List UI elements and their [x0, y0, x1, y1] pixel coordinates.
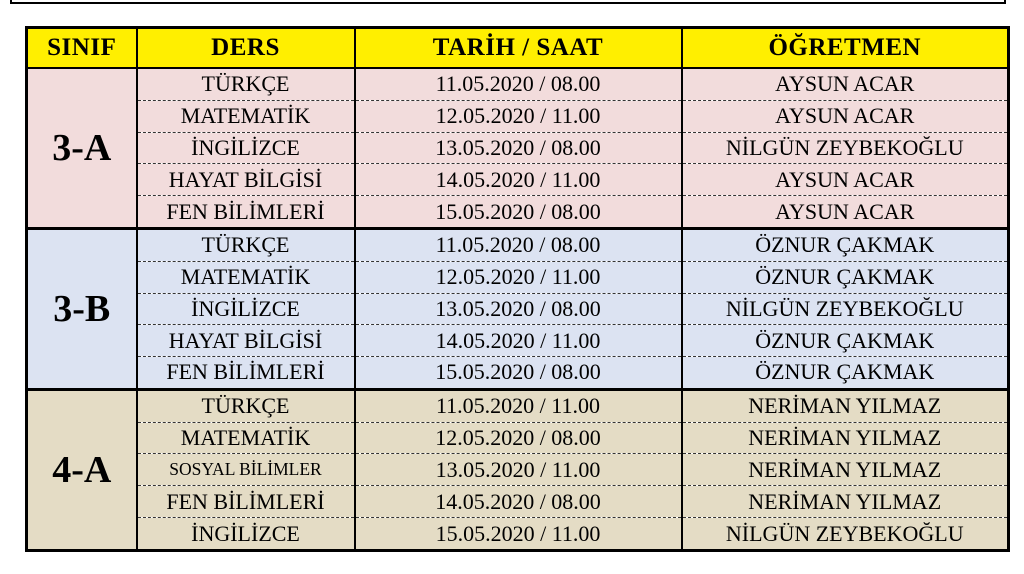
teacher-cell: NİLGÜN ZEYBEKOĞLU: [682, 293, 1009, 325]
teacher-cell: NERİMAN YILMAZ: [682, 454, 1009, 486]
header-ogretmen: ÖĞRETMEN: [682, 28, 1009, 69]
subject-cell: FEN BİLİMLERİ: [137, 486, 355, 518]
teacher-cell: NERİMAN YILMAZ: [682, 422, 1009, 454]
date-time-cell: 13.05.2020 / 08.00: [355, 132, 682, 164]
table-row: [27, 293, 1009, 325]
subject-cell: TÜRKÇE: [137, 68, 355, 100]
table-row: [27, 518, 1009, 551]
table-row: [27, 325, 1009, 357]
date-time-cell: 13.05.2020 / 11.00: [355, 454, 682, 486]
date-time-cell: 14.05.2020 / 08.00: [355, 486, 682, 518]
subject-cell: HAYAT BİLGİSİ: [137, 164, 355, 196]
date-time-cell: 11.05.2020 / 08.00: [355, 68, 682, 100]
subject-cell: MATEMATİK: [137, 100, 355, 132]
subject-cell: MATEMATİK: [137, 422, 355, 454]
header-tarih-saat: TARİH / SAAT: [355, 28, 682, 69]
date-time-cell: 13.05.2020 / 08.00: [355, 293, 682, 325]
teacher-cell: AYSUN ACAR: [682, 68, 1009, 100]
subject-cell: HAYAT BİLGİSİ: [137, 325, 355, 357]
teacher-cell: ÖZNUR ÇAKMAK: [682, 357, 1009, 390]
class-name-cell: 3-B: [27, 228, 137, 389]
teacher-cell: ÖZNUR ÇAKMAK: [682, 261, 1009, 293]
subject-cell: TÜRKÇE: [137, 389, 355, 422]
subject-cell: MATEMATİK: [137, 261, 355, 293]
exam-schedule-table: [25, 26, 1010, 552]
table-row: [27, 228, 1009, 261]
header-ders: DERS: [137, 28, 355, 69]
class-name-cell: 3-A: [27, 68, 137, 228]
class-name-cell: 4-A: [27, 389, 137, 550]
table-row: [27, 454, 1009, 486]
table-row: [27, 261, 1009, 293]
date-time-cell: 14.05.2020 / 11.00: [355, 164, 682, 196]
date-time-cell: 12.05.2020 / 11.00: [355, 261, 682, 293]
teacher-cell: NİLGÜN ZEYBEKOĞLU: [682, 132, 1009, 164]
teacher-cell: AYSUN ACAR: [682, 164, 1009, 196]
teacher-cell: ÖZNUR ÇAKMAK: [682, 228, 1009, 261]
table-row: [27, 196, 1009, 229]
subject-cell: İNGİLİZCE: [137, 132, 355, 164]
table-row: [27, 422, 1009, 454]
date-time-cell: 15.05.2020 / 11.00: [355, 518, 682, 551]
table-row: [27, 164, 1009, 196]
schedule-body: [27, 68, 1009, 551]
subject-cell: FEN BİLİMLERİ: [137, 196, 355, 229]
subject-cell: FEN BİLİMLERİ: [137, 357, 355, 390]
date-time-cell: 15.05.2020 / 08.00: [355, 196, 682, 229]
date-time-cell: 12.05.2020 / 08.00: [355, 422, 682, 454]
table-row: [27, 100, 1009, 132]
table-row: [27, 389, 1009, 422]
teacher-cell: NERİMAN YILMAZ: [682, 486, 1009, 518]
table-row: [27, 357, 1009, 390]
subject-cell: TÜRKÇE: [137, 228, 355, 261]
table-row: [27, 486, 1009, 518]
date-time-cell: 11.05.2020 / 11.00: [355, 389, 682, 422]
table-row: [27, 68, 1009, 100]
top-banner-edge: [10, 0, 1006, 4]
teacher-cell: ÖZNUR ÇAKMAK: [682, 325, 1009, 357]
date-time-cell: 11.05.2020 / 08.00: [355, 228, 682, 261]
teacher-cell: NERİMAN YILMAZ: [682, 389, 1009, 422]
header-row: [27, 28, 1009, 69]
table-row: [27, 132, 1009, 164]
date-time-cell: 15.05.2020 / 08.00: [355, 357, 682, 390]
date-time-cell: 12.05.2020 / 11.00: [355, 100, 682, 132]
teacher-cell: AYSUN ACAR: [682, 100, 1009, 132]
subject-cell: SOSYAL BİLİMLER: [137, 454, 355, 486]
subject-cell: İNGİLİZCE: [137, 293, 355, 325]
header-sinif: SINIF: [27, 28, 137, 69]
subject-cell: İNGİLİZCE: [137, 518, 355, 551]
date-time-cell: 14.05.2020 / 11.00: [355, 325, 682, 357]
teacher-cell: NİLGÜN ZEYBEKOĞLU: [682, 518, 1009, 551]
teacher-cell: AYSUN ACAR: [682, 196, 1009, 229]
